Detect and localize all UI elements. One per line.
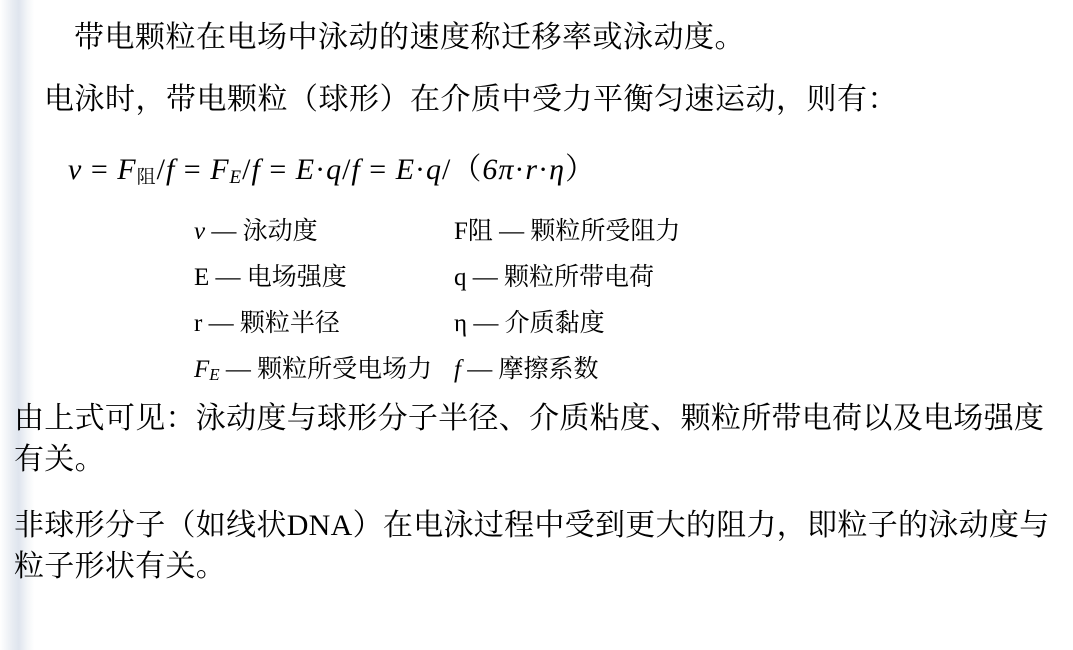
legend-item-f-e bbox=[14, 349, 434, 385]
legend-symbol-f-resist: F阻 bbox=[454, 218, 493, 245]
legend-row bbox=[14, 303, 1059, 339]
legend-symbol-eta: η bbox=[454, 310, 468, 337]
eq-dot-3: · bbox=[514, 153, 526, 186]
legend-text-f-friction: — 摩擦系数 bbox=[467, 356, 599, 383]
eq-q-2: q bbox=[426, 153, 443, 186]
eq-F-resist-subscript: 阻 bbox=[136, 167, 157, 188]
eq-equals-2: = bbox=[183, 153, 202, 186]
eq-equals-3: = bbox=[269, 153, 288, 186]
eq-dot-4: · bbox=[538, 153, 550, 186]
eq-f-2: f bbox=[251, 153, 261, 186]
eq-slash-1: / bbox=[156, 153, 166, 186]
eq-paren-open: （ bbox=[451, 153, 483, 186]
eq-equals-4: = bbox=[369, 153, 388, 186]
legend-text-eta: — 介质黏度 bbox=[473, 310, 605, 337]
legend-item-r bbox=[14, 303, 434, 339]
equation-mobility bbox=[68, 144, 1059, 189]
eq-paren-close: ） bbox=[564, 153, 596, 186]
eq-slash-2: / bbox=[242, 153, 252, 186]
eq-dot-2: · bbox=[415, 153, 427, 186]
symbol-legend bbox=[14, 211, 1059, 385]
legend-row bbox=[14, 349, 1059, 385]
legend-symbol-f-friction: f bbox=[454, 356, 461, 383]
eq-dot-1: · bbox=[315, 153, 327, 186]
legend-symbol-f-e: F bbox=[194, 356, 210, 383]
eq-slash-4: / bbox=[442, 153, 452, 186]
legend-row bbox=[14, 257, 1059, 293]
legend-text-f-resist: — 颗粒所受阻力 bbox=[499, 218, 681, 245]
legend-text-q: — 颗粒所带电荷 bbox=[472, 264, 655, 291]
eq-f-1: f bbox=[165, 153, 176, 186]
legend-item-q bbox=[434, 257, 654, 293]
legend-row bbox=[14, 211, 1059, 247]
paragraph-conclusion-2: 非球形分子（如线状DNA）在电泳过程中受到更大的阻力，即粒子的泳动度与粒子形状有关。 bbox=[14, 509, 1050, 583]
eq-v: v bbox=[68, 153, 83, 186]
eq-q-1: q bbox=[326, 153, 343, 186]
legend-symbol-r: r bbox=[194, 310, 203, 337]
eq-r: r bbox=[525, 153, 539, 186]
eq-pi: π bbox=[498, 153, 515, 186]
legend-text-f-e: — 颗粒所受电场力 bbox=[225, 356, 433, 383]
legend-item-eta bbox=[434, 303, 605, 339]
eq-E-2: E bbox=[395, 153, 416, 186]
legend-symbol-f-e-subscript: E bbox=[209, 365, 220, 384]
heading-line-1: 带电颗粒在电场中泳动的速度称迁移率或泳动度。 bbox=[74, 21, 745, 54]
legend-text-e: — 电场强度 bbox=[215, 264, 347, 291]
eq-F-E-subscript: E bbox=[229, 167, 243, 188]
paragraph-conclusion-1: 由上式可见：泳动度与球形分子半径、介质粘度、颗粒所带电荷以及电场强度有关。 bbox=[14, 402, 1045, 476]
legend-symbol-e: E bbox=[194, 264, 210, 291]
legend-item-f-resist bbox=[434, 211, 680, 247]
legend-text-r: — 颗粒半径 bbox=[208, 310, 340, 337]
eq-six: 6 bbox=[482, 153, 499, 186]
eq-F-E: F bbox=[210, 153, 230, 186]
eq-eta: η bbox=[549, 153, 565, 186]
eq-F-resist: F bbox=[117, 153, 137, 186]
legend-item-f-friction bbox=[434, 349, 598, 385]
eq-f-3: f bbox=[351, 153, 361, 186]
legend-item-e bbox=[14, 257, 434, 293]
eq-slash-3: / bbox=[342, 153, 352, 186]
legend-text-v: — 泳动度 bbox=[211, 218, 318, 245]
legend-symbol-v: ν bbox=[194, 218, 206, 245]
eq-equals-1: = bbox=[90, 153, 109, 186]
legend-item-v bbox=[14, 211, 434, 247]
eq-E-1: E bbox=[295, 153, 316, 186]
legend-symbol-q: q bbox=[454, 264, 467, 291]
heading-line-2: 电泳时，带电颗粒（球形）在介质中受力平衡匀速运动，则有： bbox=[44, 83, 898, 116]
